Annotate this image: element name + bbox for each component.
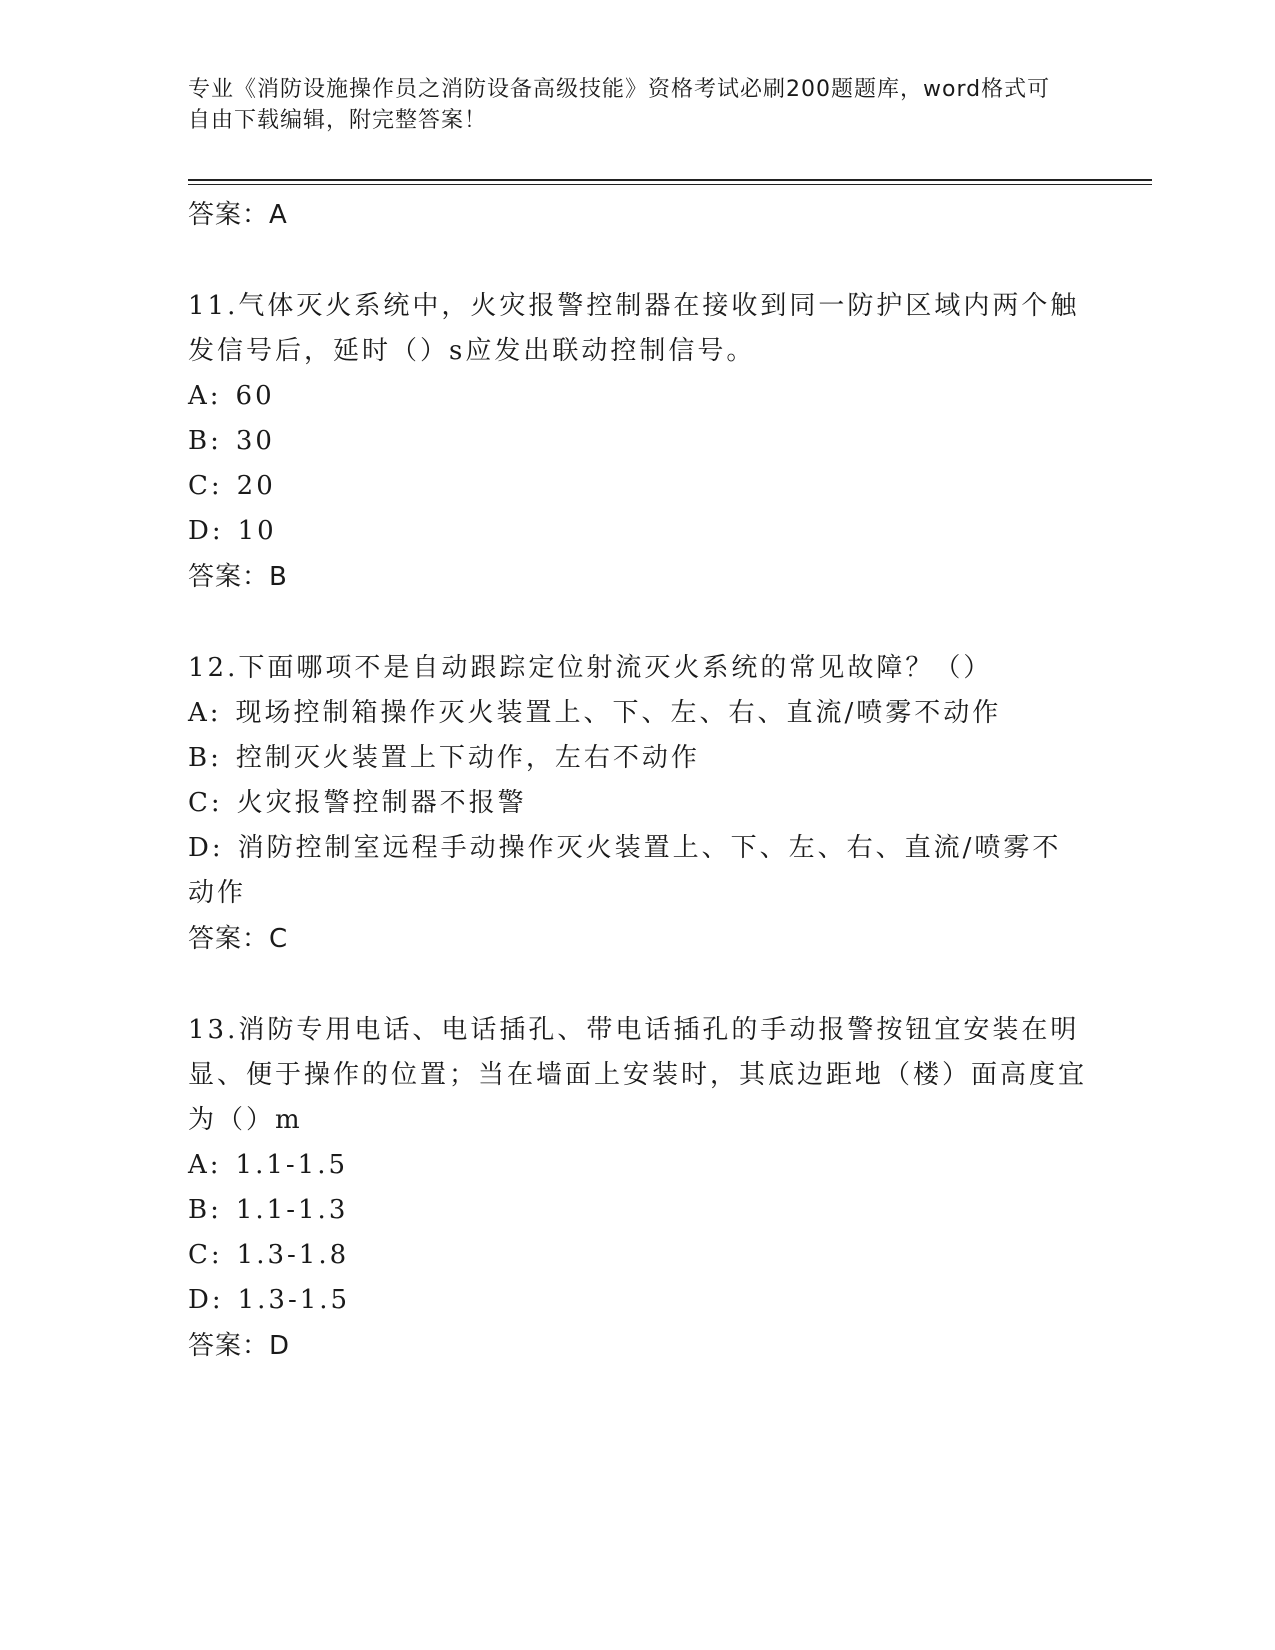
question-text: 12.下面哪项不是自动跟踪定位射流灭火系统的常见故障？（） — [188, 653, 993, 683]
question-text: 11.气体灭火系统中，火灾报警控制器在接收到同一防护区域内两个触发信号后，延时（）s应发出联动控制信号。 — [188, 291, 1080, 366]
question-block-13 — [188, 1008, 1088, 1369]
option-b: B: 30 — [188, 426, 275, 456]
option-c: C: 1.3-1.8 — [188, 1240, 350, 1270]
answer-line: 答案：D — [188, 1331, 291, 1361]
question-text: 13.消防专用电话、电话插孔、带电话插孔的手动报警按钮宜安装在明显、便于操作的位置；当在墙面上安装时，其底边距地（楼）面高度宜为（）m — [188, 1015, 1088, 1135]
option-c: C: 火灾报警控制器不报警 — [188, 788, 527, 818]
header-rule-thick — [188, 179, 1152, 181]
question-block-12 — [188, 646, 1088, 962]
answer-line: 答案：B — [188, 562, 288, 592]
option-d: D: 10 — [188, 516, 277, 546]
answer-line: 答案：C — [188, 924, 289, 954]
option-a: A: 1.1-1.5 — [188, 1150, 349, 1180]
answer-previous: 答案：A — [188, 200, 288, 230]
option-b: B: 1.1-1.3 — [188, 1195, 349, 1225]
option-d: D: 消防控制室远程手动操作灭火装置上、下、左、右、直流/喷雾不动作 — [188, 833, 1062, 908]
option-d: D: 1.3-1.5 — [188, 1285, 351, 1315]
document-body — [188, 192, 1088, 1369]
question-block-11 — [188, 284, 1088, 600]
header-rule-thin — [188, 184, 1152, 185]
option-c: C: 20 — [188, 471, 276, 501]
option-a: A: 现场控制箱操作灭火装置上、下、左、右、直流/喷雾不动作 — [188, 698, 1002, 728]
document-header: 专业《消防设施操作员之消防设备高级技能》资格考试必刷200题题库，word格式可自由下载编辑，附完整答案！ — [188, 77, 1051, 133]
option-b: B: 控制灭火装置上下动作，左右不动作 — [188, 743, 700, 773]
option-a: A: 60 — [188, 381, 275, 411]
